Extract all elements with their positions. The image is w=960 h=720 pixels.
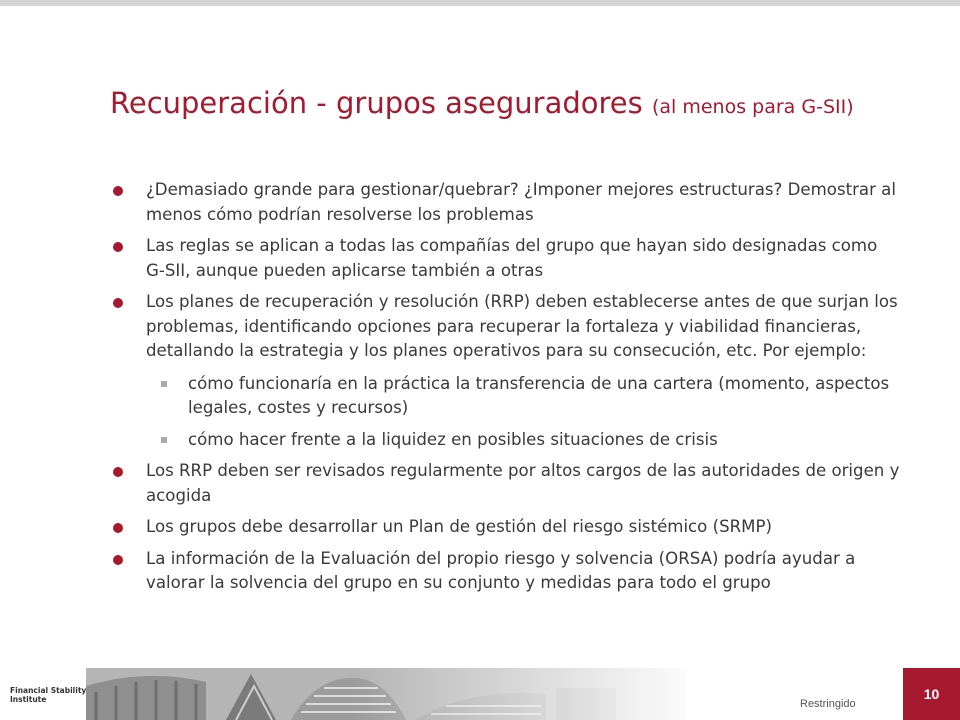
square-bullet-icon [161,381,167,387]
sub-bullet-list [146,372,900,453]
title-subtitle: (al menos para G-SII) [651,96,854,118]
top-bar [0,0,960,6]
bullet-dot-icon [113,186,123,196]
logo-line-2: Institute [10,695,47,704]
bullet-item [110,459,900,508]
slide-content [110,178,900,603]
page-number: 10 [903,668,960,720]
sub-bullet-item [146,372,900,421]
photo-fade-overlay [86,668,686,720]
bullet-text: Las reglas se aplican a todas las compañías del grupo que hayan sido designadas como G-SII, aunque pueden aplicarse también a otras [146,236,878,280]
bullet-dot-icon [113,555,123,565]
bullet-item [110,234,900,283]
sub-bullet-text: cómo funcionaría en la práctica la transferencia de una cartera (momento, aspectos legales, costes y recursos) [188,373,890,417]
slide-footer [0,668,960,720]
classification-label: Restringido [800,698,856,710]
slide-title [110,86,854,120]
bullet-text: ¿Demasiado grande para gestionar/quebrar? ¿Imponer mejores estructuras? Demostrar al menos cómo podrían resolverse los problemas [146,180,896,224]
bullet-dot-icon [113,242,123,252]
bullet-text: Los planes de recuperación y resolución (RRP) deben establecerse antes de que surjan los problemas, identificando opciones para recuperar la fortaleza y viabilidad financieras, detallando la estrategia y los planes operativos para su consecución, etc. Por ejemplo: [146,292,898,360]
bullet-dot-icon [113,298,123,308]
logo-line-1: Financial Stability [10,686,87,695]
square-bullet-icon [161,437,167,443]
bullet-list [110,178,900,596]
bullet-text: La información de la Evaluación del propio riesgo y solvencia (ORSA) podría ayudar a valorar la solvencia del grupo en su conjunto y medidas para todo el grupo [146,548,856,592]
sub-bullet-text: cómo hacer frente a la liquidez en posibles situaciones de crisis [188,429,718,449]
sub-bullet-item [146,428,900,453]
building-photo [86,668,686,720]
bullet-text: Los RRP deben ser revisados regularmente por altos cargos de las autoridades de origen y acogida [146,461,900,505]
bullet-text: Los grupos debe desarrollar un Plan de gestión del riesgo sistémico (SRMP) [146,517,772,536]
bullet-item [110,547,900,596]
bullet-item [110,290,900,452]
bullet-dot-icon [113,523,123,533]
bullet-item [110,178,900,227]
title-main: Recuperación - grupos aseguradores [110,86,643,120]
bullet-dot-icon [113,467,123,477]
bullet-item [110,515,900,540]
fsi-logo [10,686,86,704]
